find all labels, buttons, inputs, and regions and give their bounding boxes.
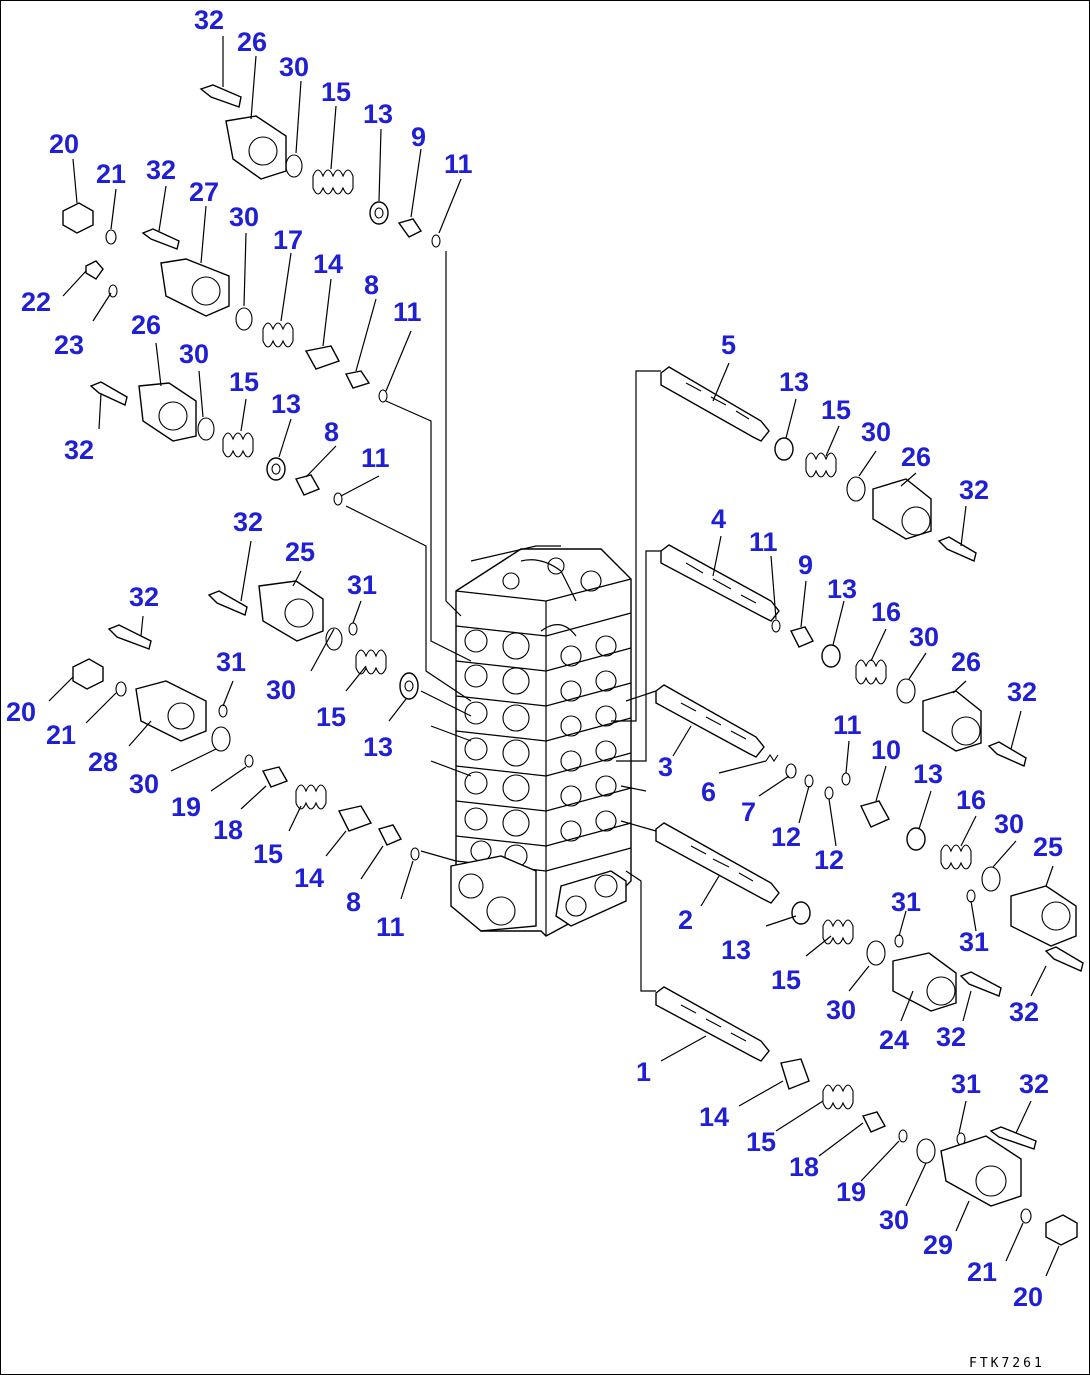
callout-label: 3 [658,752,674,782]
callout-label: 13 [721,935,752,965]
left-lower-parts [73,581,419,860]
callout-label: 14 [699,1102,730,1132]
callout-label: 12 [771,822,802,852]
callout-label: 8 [324,417,340,447]
callout-label: 9 [411,122,427,152]
callout-label: 4 [711,504,727,534]
callout-label: 20 [6,697,37,727]
callout-label: 20 [1013,1282,1044,1312]
callout-label: 8 [364,270,380,300]
callout-label: 13 [913,759,944,789]
callout-label: 32 [1007,677,1038,707]
callout-label: 16 [956,785,987,815]
callout-label: 30 [179,339,210,369]
callout-label: 11 [361,443,390,473]
callout-label: 15 [316,702,347,732]
callout-label: 25 [285,537,316,567]
callout-label: 30 [909,622,940,652]
callout-label: 30 [279,52,310,82]
callout-label: 6 [701,777,717,807]
callout-label: 15 [229,367,260,397]
callout-label: 30 [879,1205,910,1235]
callout-label: 30 [994,809,1025,839]
callout-label: 18 [213,815,244,845]
callout-label: 15 [253,839,284,869]
callout-label: 26 [901,442,932,472]
callout-label: 30 [266,675,297,705]
callout-label: 26 [237,27,268,57]
callout-label: 31 [951,1069,982,1099]
callout-label: 13 [363,732,394,762]
callout-label: 16 [871,597,902,627]
callout-label: 30 [229,202,260,232]
callout-label: 8 [346,887,362,917]
callout-label: 20 [49,129,80,159]
callout-label: 11 [444,149,473,179]
callout-label: 14 [294,863,325,893]
callout-label: 7 [741,797,757,827]
callout-label: 30 [826,995,857,1025]
callout-label: 28 [88,747,119,777]
callout-label: 32 [146,155,177,185]
callout-label: 10 [871,735,902,765]
callout-label: 31 [959,927,990,957]
callout-label: 1 [636,1057,652,1087]
callout-label: 11 [376,912,405,942]
callout-label: 32 [233,507,264,537]
callout-label: 30 [861,417,892,447]
callout-label: 32 [1019,1069,1050,1099]
callout-label: 31 [891,887,922,917]
callout-label: 19 [836,1177,867,1207]
right-lower-parts [656,823,1077,1245]
callout-label: 15 [821,395,852,425]
callout-label: 32 [1009,997,1040,1027]
callout-label: 18 [789,1152,820,1182]
callout-label: 13 [827,574,858,604]
callout-label: 21 [46,720,77,750]
callout-label: 32 [936,1022,967,1052]
callout-label: 31 [216,647,247,677]
callout-label: 21 [967,1257,998,1287]
callout-label: 17 [273,225,304,255]
callout-label: 30 [129,769,160,799]
callout-label: 23 [54,330,85,360]
callout-label: 5 [721,330,737,360]
callout-label: 25 [1033,832,1064,862]
callout-label: 32 [959,475,990,505]
callout-label: 32 [194,5,225,35]
left-upper-parts [63,85,440,505]
callout-label: 13 [363,99,394,129]
callout-label: 24 [879,1025,910,1055]
valve-body [451,546,631,936]
callout-label: 19 [171,792,202,822]
callout-label: 11 [749,527,778,557]
callout-label: 32 [129,582,160,612]
right-upper-parts [656,367,1083,971]
callout-label: 26 [951,647,982,677]
callout-label: 15 [746,1127,777,1157]
callout-label: 26 [131,310,162,340]
exploded-view-drawing [1,1,1089,1374]
figure-code: FTK7261 [969,1356,1045,1371]
callout-label: 2 [678,905,694,935]
callout-label: 15 [321,77,352,107]
callout-label: 12 [814,845,845,875]
callout-label: 22 [21,287,52,317]
callout-label: 27 [189,177,220,207]
callout-label: 13 [779,367,810,397]
callout-label: 31 [347,570,378,600]
callout-label: 13 [271,389,302,419]
callout-label: 11 [393,297,422,327]
callout-label: 9 [798,550,814,580]
callout-label: 14 [313,249,344,279]
callout-label: 21 [96,159,127,189]
callout-label: 32 [64,435,95,465]
callout-label: 11 [833,710,862,740]
callout-label: 15 [771,965,802,995]
callout-label: 29 [923,1230,954,1260]
